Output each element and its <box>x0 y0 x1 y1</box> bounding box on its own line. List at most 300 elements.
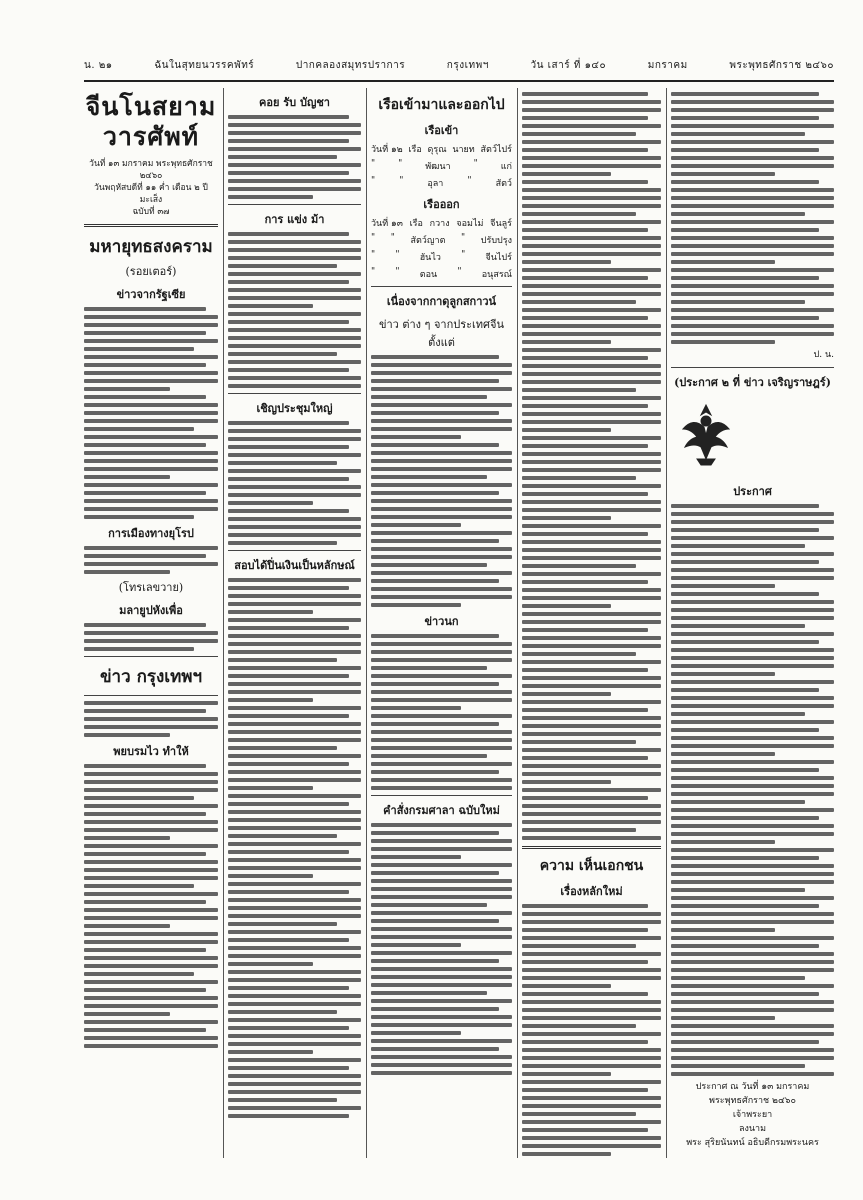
text-line <box>522 476 636 480</box>
text-line <box>371 943 461 947</box>
text-line <box>228 930 361 934</box>
column-rule <box>366 88 367 1158</box>
text-line <box>671 768 819 772</box>
text-line <box>671 784 834 788</box>
text-line <box>84 804 218 808</box>
text-line <box>671 632 834 636</box>
text-line <box>228 722 361 726</box>
text-line <box>228 147 361 151</box>
news-brief-headline: ข่าวนก <box>424 615 459 628</box>
text-line <box>522 628 648 632</box>
text-line <box>522 1056 661 1060</box>
text-line <box>522 660 661 664</box>
divider <box>522 846 661 849</box>
running-header <box>84 56 834 74</box>
text-line <box>522 748 661 752</box>
notice-headline: (ประกาศ ๒ ที่ ข่าว เจริญราษฎร์) <box>674 376 831 389</box>
text-line <box>228 163 361 167</box>
text-line <box>522 1088 648 1092</box>
text-line <box>671 1072 834 1076</box>
text-line <box>228 578 361 582</box>
text-line <box>228 541 337 545</box>
text-line <box>522 268 661 272</box>
text-line <box>228 501 313 505</box>
text-line <box>84 483 218 487</box>
text-line <box>671 132 805 136</box>
text-line <box>371 991 487 995</box>
text-line <box>228 866 361 870</box>
text-line <box>671 856 819 860</box>
text-line <box>671 920 834 924</box>
text-line <box>522 228 648 232</box>
column-rule <box>517 88 518 1158</box>
text-line <box>84 996 218 1000</box>
text-line <box>522 140 661 144</box>
text-line <box>671 316 819 320</box>
text-line <box>522 596 661 600</box>
text-line <box>671 648 834 652</box>
text-line <box>84 701 218 705</box>
text-line <box>671 1056 834 1060</box>
text-line <box>671 736 834 740</box>
text-line <box>228 986 349 990</box>
text-line <box>84 379 218 383</box>
text-line <box>84 852 206 856</box>
bangkok-news-headline: ข่าว กรุงเทพฯ <box>99 667 203 687</box>
text-line <box>522 804 661 808</box>
table-row: " " อุลา " สัตว์ <box>371 176 512 189</box>
text-line <box>522 396 661 400</box>
text-line <box>371 1055 512 1059</box>
text-line <box>228 256 361 260</box>
text-line <box>371 674 512 678</box>
text-line <box>671 752 775 756</box>
text-line <box>84 435 218 439</box>
text-line <box>371 754 487 758</box>
text-line <box>522 612 661 616</box>
text-line <box>522 108 661 112</box>
text-line <box>228 858 361 862</box>
text-line <box>671 616 834 620</box>
text-line <box>371 658 512 662</box>
text-line <box>522 788 661 792</box>
text-line <box>522 468 661 472</box>
text-line <box>228 634 361 638</box>
text-line <box>228 1114 349 1118</box>
scout-headline: เนื่องจากกาดุลูกสกาวน์ <box>386 295 497 308</box>
text-line <box>228 834 337 838</box>
text-line <box>671 592 819 596</box>
text-line <box>671 552 834 556</box>
text-line <box>671 164 834 168</box>
text-line <box>671 728 819 732</box>
text-line <box>671 148 819 152</box>
text-line <box>522 324 661 328</box>
text-line <box>671 1032 834 1036</box>
text-line <box>371 887 512 891</box>
text-line <box>522 404 648 408</box>
text-line <box>228 485 361 489</box>
text-line <box>228 376 361 380</box>
text-line <box>371 1039 512 1043</box>
text-line <box>371 579 499 583</box>
text-line <box>228 850 349 854</box>
text-line <box>371 515 512 519</box>
text-line <box>84 1020 218 1024</box>
text-line <box>84 355 218 359</box>
text-line <box>228 264 337 268</box>
foreign-politics-headline: การเมืองทางยุโรป <box>108 527 194 540</box>
text-line <box>228 890 349 894</box>
text-line <box>84 725 218 729</box>
text-line <box>522 732 661 736</box>
article-body <box>84 307 218 519</box>
text-line <box>84 780 218 784</box>
text-line <box>522 984 611 988</box>
text-line <box>522 716 661 720</box>
text-line <box>522 236 661 240</box>
text-line <box>371 666 487 670</box>
text-line <box>522 460 661 464</box>
column-2 <box>228 88 361 1158</box>
text-line <box>522 284 661 288</box>
article-body <box>228 421 361 545</box>
text-line <box>671 268 834 272</box>
text-line <box>522 1064 661 1068</box>
text-line <box>371 595 512 599</box>
text-line <box>671 212 805 216</box>
text-line <box>84 1004 218 1008</box>
text-line <box>522 180 648 184</box>
text-line <box>228 352 337 356</box>
text-line <box>671 896 834 900</box>
text-line <box>522 188 661 192</box>
text-line <box>84 403 218 407</box>
issue-day: วัน เสาร์ ที่ ๑๔๐ <box>530 59 607 71</box>
text-line <box>84 475 170 479</box>
text-line <box>522 420 661 424</box>
text-line <box>671 960 834 964</box>
advertisement-headline: สอบได้ปิ่นเงินเป็นหลักษณ์ <box>234 559 355 572</box>
text-line <box>522 772 661 776</box>
text-line <box>84 507 218 511</box>
text-line <box>671 808 834 812</box>
page-number: น. ๒๑ <box>84 59 113 71</box>
text-line <box>228 123 361 127</box>
text-line <box>228 240 361 244</box>
text-line <box>671 712 805 716</box>
text-line <box>671 872 834 876</box>
text-line <box>671 140 834 144</box>
text-line <box>84 631 218 635</box>
issue-month: มกราคม <box>647 59 688 71</box>
text-line <box>522 692 611 696</box>
text-line <box>371 839 512 843</box>
article-body <box>84 701 218 737</box>
divider <box>84 695 218 696</box>
text-line <box>522 388 636 392</box>
text-line <box>522 1096 661 1100</box>
text-line <box>671 1040 819 1044</box>
text-line <box>671 800 805 804</box>
text-line <box>671 276 819 280</box>
text-line <box>228 698 313 702</box>
text-line <box>522 1072 611 1076</box>
text-line <box>671 816 819 820</box>
text-line <box>228 818 361 822</box>
text-line <box>371 427 512 431</box>
masthead-lunar-date: วันพฤหัสบดีที่ ๑๑ ค่ำ เดือน ๒ ปีมะเส็ง <box>94 183 208 205</box>
text-line <box>84 892 218 896</box>
text-line <box>522 412 661 416</box>
text-line <box>228 778 361 782</box>
text-line <box>228 594 361 598</box>
text-line <box>371 403 512 407</box>
text-line <box>84 828 218 832</box>
text-line <box>228 232 349 236</box>
text-line <box>522 976 661 980</box>
text-line <box>522 116 648 120</box>
text-line <box>228 248 361 252</box>
text-line <box>522 556 661 560</box>
text-line <box>84 916 218 920</box>
divider <box>671 367 834 368</box>
text-line <box>671 300 805 304</box>
text-line <box>228 195 313 199</box>
text-line <box>84 395 206 399</box>
order-headline: คำสั่งกรมศาลา ฉบับใหม่ <box>383 804 500 817</box>
text-line <box>228 437 361 441</box>
text-line <box>522 960 648 964</box>
text-line <box>228 682 361 686</box>
text-line <box>228 962 313 966</box>
text-line <box>522 764 661 768</box>
text-line <box>228 360 361 364</box>
text-line <box>671 124 834 128</box>
text-line <box>371 523 461 527</box>
text-line <box>228 922 337 926</box>
city-name: กรุงเทพฯ <box>446 59 489 71</box>
text-line <box>522 452 661 456</box>
mourning-headline: พยบรมไว ทำให้ <box>113 745 189 758</box>
article-body <box>84 623 218 651</box>
text-line <box>522 652 636 656</box>
text-line <box>522 124 661 128</box>
text-line <box>84 427 194 431</box>
article-body <box>228 115 361 199</box>
text-line <box>228 384 361 388</box>
text-line <box>522 532 648 536</box>
place-name: ปากคลองสมุทรปราการ <box>295 59 406 71</box>
text-line <box>371 879 512 883</box>
text-line <box>228 461 337 465</box>
text-line <box>522 812 661 816</box>
text-line <box>522 904 648 908</box>
text-line <box>228 344 361 348</box>
text-line <box>522 1104 661 1108</box>
text-line <box>671 584 775 588</box>
text-line <box>84 844 218 848</box>
text-line <box>228 810 361 814</box>
text-line <box>522 1112 636 1116</box>
text-line <box>228 1002 361 1006</box>
text-line <box>228 517 361 521</box>
text-line <box>371 746 512 750</box>
text-line <box>671 576 834 580</box>
text-line <box>671 332 834 336</box>
article-body <box>84 546 218 574</box>
text-line <box>371 935 512 939</box>
text-line <box>522 364 661 368</box>
text-line <box>84 1044 218 1048</box>
russia-news-headline: ข่าวจากรัฐเซีย <box>116 288 186 301</box>
text-line <box>522 164 661 168</box>
text-line <box>671 528 819 532</box>
text-line <box>228 1018 361 1022</box>
text-line <box>522 1152 611 1156</box>
text-line <box>522 356 648 360</box>
text-line <box>84 1028 206 1032</box>
text-line <box>84 1036 218 1040</box>
text-line <box>228 842 361 846</box>
text-line <box>371 983 512 987</box>
text-line <box>84 884 194 888</box>
text-line <box>522 372 661 376</box>
text-line <box>671 1008 834 1012</box>
text-line <box>371 682 499 686</box>
article-body <box>371 634 512 790</box>
text-line <box>522 604 611 608</box>
text-line <box>522 1128 648 1132</box>
text-line <box>522 780 611 784</box>
text-line <box>228 882 361 886</box>
text-line <box>522 316 648 320</box>
text-line <box>522 968 661 972</box>
text-line <box>371 1031 461 1035</box>
text-line <box>671 180 819 184</box>
text-line <box>228 794 361 798</box>
text-line <box>371 475 487 479</box>
text-line <box>228 509 349 513</box>
text-line <box>671 984 834 988</box>
column-3 <box>371 88 512 1158</box>
text-line <box>371 698 512 702</box>
text-line <box>84 812 206 816</box>
article-body <box>371 355 512 607</box>
text-line <box>84 900 206 904</box>
text-line <box>228 1074 361 1078</box>
text-line <box>522 1000 661 1004</box>
text-line <box>228 336 361 340</box>
text-line <box>228 618 361 622</box>
text-line <box>228 469 361 473</box>
text-line <box>228 429 361 433</box>
text-line <box>671 840 775 844</box>
table-row: " " ตอน " อนุสรณ์ <box>371 267 512 280</box>
text-line <box>228 296 361 300</box>
text-line <box>522 1048 661 1052</box>
opinion-headline: ความ เห็นเอกชน <box>539 858 644 874</box>
text-line <box>522 484 661 488</box>
text-line <box>522 444 648 448</box>
text-line <box>84 868 218 872</box>
text-line <box>228 1050 313 1054</box>
text-line <box>522 1040 648 1044</box>
text-line <box>671 324 834 328</box>
text-line <box>522 636 661 640</box>
text-line <box>84 820 218 824</box>
text-line <box>671 776 834 780</box>
signature-year: พระพุทธศักราช ๒๔๖๐ <box>709 1096 796 1106</box>
text-line <box>671 880 834 884</box>
opinion-subhead: เรื่องหลักใหม่ <box>560 885 623 898</box>
text-line <box>371 778 512 782</box>
text-line <box>228 626 349 630</box>
signature-block <box>671 1080 834 1150</box>
text-line <box>228 1082 361 1086</box>
text-line <box>228 179 361 183</box>
text-line <box>671 704 834 708</box>
text-line <box>371 823 512 827</box>
text-line <box>371 951 512 955</box>
text-line <box>671 244 834 248</box>
text-line <box>371 999 512 1003</box>
text-line <box>371 642 512 646</box>
text-line <box>522 1024 636 1028</box>
text-line <box>671 108 834 112</box>
text-line <box>371 451 512 455</box>
text-line <box>522 920 661 924</box>
text-line <box>228 786 313 790</box>
text-line <box>371 706 461 710</box>
text-line <box>671 292 834 296</box>
text-line <box>84 315 218 319</box>
article-body <box>228 232 361 388</box>
text-line <box>522 952 661 956</box>
text-line <box>671 824 834 828</box>
text-line <box>228 642 361 646</box>
text-line <box>228 802 349 806</box>
header-rule <box>84 80 834 82</box>
text-line <box>84 796 194 800</box>
text-line <box>671 600 834 604</box>
text-line <box>228 272 361 276</box>
text-line <box>522 156 661 160</box>
text-line <box>228 826 361 830</box>
text-line <box>84 411 218 415</box>
text-line <box>371 959 499 963</box>
column-1 <box>84 88 218 1158</box>
column-5 <box>671 88 834 1158</box>
table-row: วันที่ ๑๓ เรือ กวาง จอมไม่ จีนลูร์ <box>371 219 512 229</box>
text-line <box>228 304 313 308</box>
text-line <box>671 544 805 548</box>
text-line <box>228 1058 361 1062</box>
text-line <box>671 848 834 852</box>
text-line <box>671 196 834 200</box>
text-line <box>371 903 487 907</box>
text-line <box>84 836 170 840</box>
table-row: วันที่ ๑๒ เรือ ดุรุณ นายท สัตว์ไปร์ <box>371 145 512 155</box>
text-line <box>228 131 361 135</box>
text-line <box>228 978 361 982</box>
text-line <box>522 620 661 624</box>
text-line <box>522 276 648 280</box>
text-line <box>371 491 499 495</box>
text-line <box>228 666 361 670</box>
text-line <box>84 988 206 992</box>
ships-left-label: เรือออก <box>423 198 460 211</box>
